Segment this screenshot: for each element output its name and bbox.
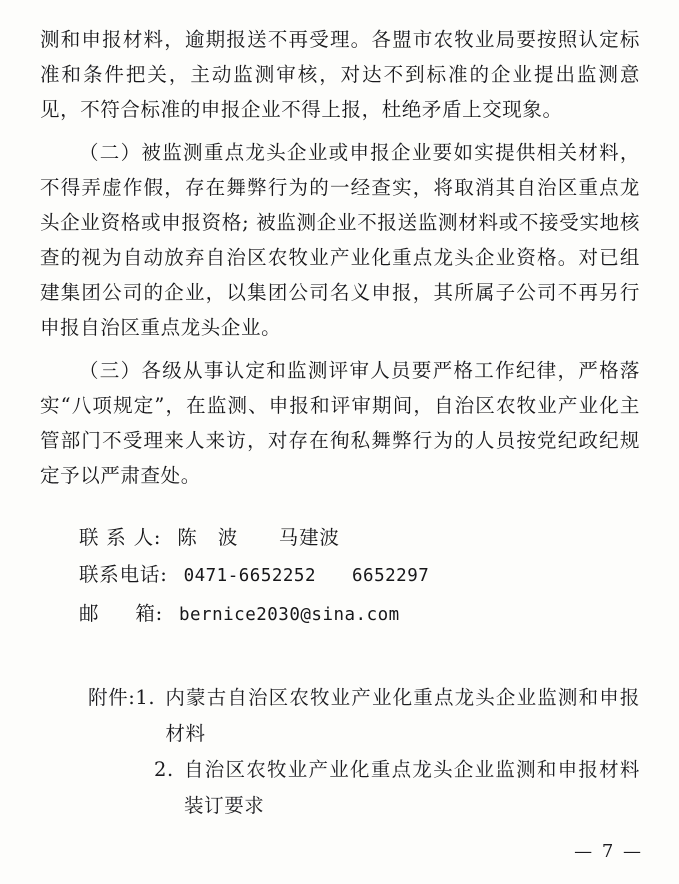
contact-person-line (40, 519, 640, 556)
contact-person-label: 联 系 人: (79, 526, 162, 549)
attachment-text-1: 内蒙古自治区农牧业产业化重点龙头企业监测和申报材料 (165, 686, 640, 745)
contact-person-names: 陈 波 马建波 (177, 526, 340, 549)
contact-mail-label-first: 邮 (79, 602, 100, 625)
page-number: — 7 — (574, 841, 643, 862)
attachment-number-1: 1. (135, 686, 156, 709)
contact-phone-label: 联系电话: (79, 563, 168, 586)
attachment-item-1 (88, 680, 640, 752)
paragraph-item-two: （二）被监测重点龙头企业或申报企业要如实提供相关材料，不得弄虚作假，存在舞弊行为的一经查实，将取消其自治区重点龙头企业资格或申报资格; 被监测企业不报送监测材料或不接受实地核查的视为自动放弃自治区农牧业产业化重点龙头企业资格。对已组建集团公司的企业，以集团公司名义申报，其所属子公司不再另行申报自治区重点龙头企业。 (40, 141, 640, 339)
contact-phone-value: 0471-6652252 6652297 (183, 566, 430, 586)
attachment-text-2: 自治区农牧业产业化重点龙头企业监测和申报材料装订要求 (184, 758, 640, 817)
attachment-number-2: 2. (154, 758, 174, 781)
attachments-block (40, 680, 640, 824)
contact-phone-line (40, 556, 640, 595)
contact-mail-value: bernice2030@sina.com (178, 605, 400, 625)
contact-block (40, 519, 640, 634)
paragraph-item-three: （三）各级从事认定和监测评审人员要严格工作纪律，严格落实“八项规定”，在监测、申报和评审期间，自治区农牧业产业化主管部门不受理来人来访，对存在徇私舞弊行为的人员按党纪政纪规定予以严肃查处。 (40, 359, 640, 487)
contact-mail-line (40, 595, 640, 634)
attachment-item-2 (88, 752, 640, 824)
paragraph-continuation: 测和申报材料，逾期报送不再受理。各盟市农牧业局要按照认定标准和条件把关，主动监测审核，对达不到标准的企业提出监测意见，不符合标准的申报企业不得上报，杜绝矛盾上交现象。 (40, 28, 640, 121)
document-body (40, 22, 640, 824)
contact-mail-label-second: 箱: (135, 602, 163, 625)
attachments-label: 附件: (88, 686, 136, 709)
